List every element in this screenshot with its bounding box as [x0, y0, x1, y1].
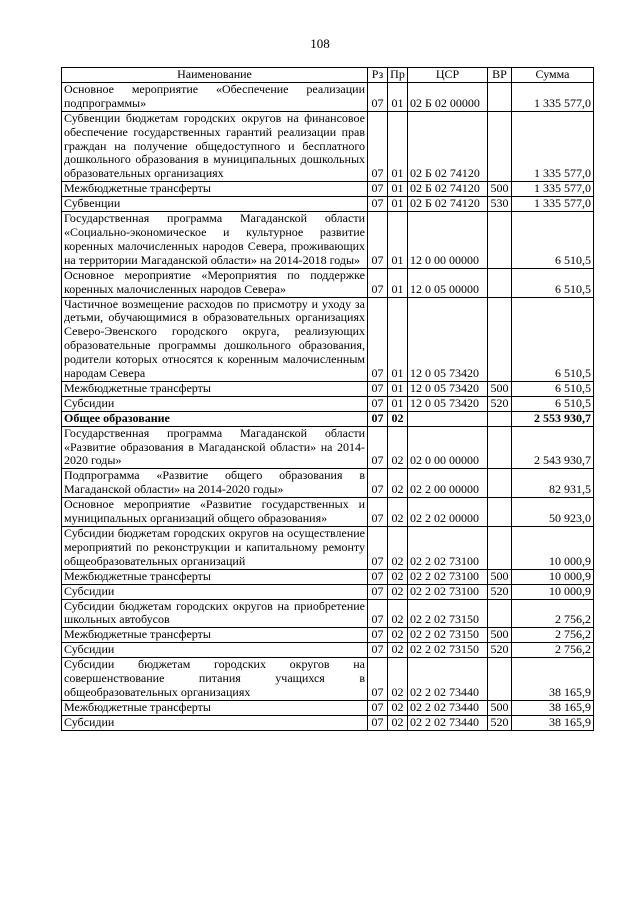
table-row	[62, 396, 594, 411]
row-csr: 02 Б 02 74120	[408, 111, 488, 182]
table-row	[62, 381, 594, 396]
row-csr: 02 Б 02 74120	[408, 182, 488, 197]
row-vr: 500	[488, 182, 512, 197]
row-rz: 07	[368, 643, 388, 658]
row-sum: 1 335 577,0	[512, 182, 594, 197]
row-vr	[488, 498, 512, 527]
row-sum: 2 756,2	[512, 643, 594, 658]
row-sum: 2 553 930,7	[512, 411, 594, 426]
row-name: Межбюджетные трансферты	[62, 182, 368, 197]
row-sum: 38 165,9	[512, 715, 594, 730]
row-csr: 02 2 02 73100	[408, 527, 488, 570]
row-csr: 12 0 05 73420	[408, 297, 488, 381]
row-sum: 6 510,5	[512, 396, 594, 411]
row-rz: 07	[368, 82, 388, 111]
row-csr: 02 Б 02 74120	[408, 197, 488, 212]
row-name: Субсидии бюджетам городских округов на совершенствование питания учащихся в общеобразовательных организациях	[62, 658, 368, 701]
row-rz: 07	[368, 212, 388, 269]
table-row	[62, 469, 594, 498]
table-row	[62, 411, 594, 426]
table-row	[62, 182, 594, 197]
row-vr	[488, 411, 512, 426]
row-vr: 500	[488, 628, 512, 643]
row-rz: 07	[368, 411, 388, 426]
row-sum: 38 165,9	[512, 658, 594, 701]
row-sum: 10 000,9	[512, 584, 594, 599]
row-vr	[488, 527, 512, 570]
row-pr: 02	[388, 643, 408, 658]
row-name: Субсидии	[62, 715, 368, 730]
row-sum: 1 335 577,0	[512, 197, 594, 212]
table-row	[62, 628, 594, 643]
table-row	[62, 297, 594, 381]
row-rz: 07	[368, 498, 388, 527]
row-name: Субвенции	[62, 197, 368, 212]
row-name: Основное мероприятие «Мероприятия по поддержке коренных малочисленных народов Севера»	[62, 268, 368, 297]
row-name: Государственная программа Магаданской области «Развитие образования в Магаданской области» на 2014-2020 годы»	[62, 426, 368, 469]
row-name: Основное мероприятие «Обеспечение реализации подпрограммы»	[62, 82, 368, 111]
row-sum: 10 000,9	[512, 569, 594, 584]
row-vr: 500	[488, 381, 512, 396]
row-vr	[488, 111, 512, 182]
row-vr	[488, 469, 512, 498]
row-sum: 82 931,5	[512, 469, 594, 498]
table-row	[62, 643, 594, 658]
row-vr: 500	[488, 700, 512, 715]
row-csr: 02 2 00 00000	[408, 469, 488, 498]
row-rz: 07	[368, 469, 388, 498]
row-name: Межбюджетные трансферты	[62, 628, 368, 643]
row-vr	[488, 297, 512, 381]
row-csr: 02 Б 02 00000	[408, 82, 488, 111]
row-pr: 02	[388, 569, 408, 584]
table-row	[62, 715, 594, 730]
row-rz: 07	[368, 297, 388, 381]
row-vr	[488, 82, 512, 111]
table-row	[62, 426, 594, 469]
header-name: Наименование	[62, 68, 368, 83]
row-rz: 07	[368, 182, 388, 197]
row-pr: 01	[388, 297, 408, 381]
row-csr	[408, 411, 488, 426]
row-sum: 2 543 930,7	[512, 426, 594, 469]
table-header-row	[62, 68, 594, 83]
header-pr: Пр	[388, 68, 408, 83]
row-rz: 07	[368, 268, 388, 297]
row-vr	[488, 212, 512, 269]
row-csr: 02 2 02 73150	[408, 628, 488, 643]
row-sum: 1 335 577,0	[512, 111, 594, 182]
row-pr: 01	[388, 111, 408, 182]
row-csr: 12 0 05 73420	[408, 381, 488, 396]
row-pr: 02	[388, 411, 408, 426]
row-vr	[488, 426, 512, 469]
table-row	[62, 700, 594, 715]
row-sum: 2 756,2	[512, 599, 594, 628]
header-csr: ЦСР	[408, 68, 488, 83]
row-pr: 02	[388, 469, 408, 498]
row-name: Субсидии	[62, 396, 368, 411]
row-csr: 02 2 02 73440	[408, 700, 488, 715]
row-name: Межбюджетные трансферты	[62, 569, 368, 584]
row-pr: 01	[388, 212, 408, 269]
row-sum: 6 510,5	[512, 297, 594, 381]
table-row	[62, 569, 594, 584]
row-name: Субвенции бюджетам городских округов на финансовое обеспечение государственных гарантий реализации прав граждан на получение общедоступного и бесплатного дошкольного образования в муниципальных дошкольных образовательных организациях	[62, 111, 368, 182]
row-vr: 500	[488, 569, 512, 584]
row-name: Субсидии бюджетам городских округов на приобретение школьных автобусов	[62, 599, 368, 628]
row-name: Субсидии	[62, 643, 368, 658]
row-vr: 520	[488, 643, 512, 658]
row-name: Субсидии	[62, 584, 368, 599]
row-rz: 07	[368, 584, 388, 599]
table-row	[62, 268, 594, 297]
table-row	[62, 111, 594, 182]
row-vr	[488, 658, 512, 701]
row-rz: 07	[368, 381, 388, 396]
row-pr: 01	[388, 268, 408, 297]
header-sum: Сумма	[512, 68, 594, 83]
row-rz: 07	[368, 569, 388, 584]
row-rz: 07	[368, 628, 388, 643]
header-vr: ВР	[488, 68, 512, 83]
row-csr: 02 2 02 73440	[408, 658, 488, 701]
page-number: 108	[310, 36, 330, 51]
row-rz: 07	[368, 426, 388, 469]
row-name: Основное мероприятие «Развитие государственных и муниципальных организаций общего образования»	[62, 498, 368, 527]
row-pr: 02	[388, 584, 408, 599]
row-csr: 02 2 02 73150	[408, 643, 488, 658]
row-rz: 07	[368, 700, 388, 715]
row-vr	[488, 599, 512, 628]
row-sum: 6 510,5	[512, 268, 594, 297]
row-sum: 2 756,2	[512, 628, 594, 643]
row-name: Межбюджетные трансферты	[62, 381, 368, 396]
row-rz: 07	[368, 527, 388, 570]
row-name: Подпрограмма «Развитие общего образования в Магаданской области» на 2014-2020 годы»	[62, 469, 368, 498]
row-vr: 520	[488, 584, 512, 599]
row-rz: 07	[368, 111, 388, 182]
row-sum: 6 510,5	[512, 212, 594, 269]
row-name: Частичное возмещение расходов по присмотру и уходу за детьми, обучающимися в образовательных организациях Северо-Эвенского городского округа, реализующих образовательные программы дошкольного образования, родители которых относятся к коренным малочисленным народам Севера	[62, 297, 368, 381]
header-rz: Рз	[368, 68, 388, 83]
row-csr: 02 2 02 00000	[408, 498, 488, 527]
row-name: Субсидии бюджетам городских округов на осуществление мероприятий по реконструкции и капитальному ремонту общеобразовательных организаций	[62, 527, 368, 570]
row-pr: 02	[388, 498, 408, 527]
row-rz: 07	[368, 197, 388, 212]
row-pr: 02	[388, 527, 408, 570]
row-pr: 02	[388, 628, 408, 643]
table-row	[62, 527, 594, 570]
row-sum: 50 923,0	[512, 498, 594, 527]
table-row	[62, 212, 594, 269]
table-row	[62, 82, 594, 111]
row-name: Общее образование	[62, 411, 368, 426]
row-rz: 07	[368, 715, 388, 730]
row-name: Межбюджетные трансферты	[62, 700, 368, 715]
row-pr: 01	[388, 197, 408, 212]
row-vr: 520	[488, 396, 512, 411]
row-pr: 01	[388, 396, 408, 411]
row-csr: 02 2 02 73100	[408, 584, 488, 599]
row-sum: 6 510,5	[512, 381, 594, 396]
row-csr: 12 0 05 73420	[408, 396, 488, 411]
row-vr	[488, 268, 512, 297]
table-row	[62, 498, 594, 527]
row-pr: 02	[388, 715, 408, 730]
row-csr: 12 0 00 00000	[408, 212, 488, 269]
row-vr: 530	[488, 197, 512, 212]
row-pr: 01	[388, 182, 408, 197]
row-rz: 07	[368, 658, 388, 701]
row-pr: 01	[388, 82, 408, 111]
row-rz: 07	[368, 599, 388, 628]
row-csr: 02 0 00 00000	[408, 426, 488, 469]
row-rz: 07	[368, 396, 388, 411]
table-row	[62, 658, 594, 701]
table-row	[62, 584, 594, 599]
row-csr: 02 2 02 73100	[408, 569, 488, 584]
row-name: Государственная программа Магаданской области «Социально-экономическое и культурное развитие коренных малочисленных народов Севера, проживающих на территории Магаданской области» на 2014-2018 годы»	[62, 212, 368, 269]
row-pr: 02	[388, 426, 408, 469]
row-pr: 02	[388, 599, 408, 628]
row-csr: 02 2 02 73440	[408, 715, 488, 730]
row-csr: 12 0 05 00000	[408, 268, 488, 297]
table-row	[62, 599, 594, 628]
row-vr: 520	[488, 715, 512, 730]
row-sum: 10 000,9	[512, 527, 594, 570]
budget-table	[61, 67, 594, 731]
row-sum: 38 165,9	[512, 700, 594, 715]
row-csr: 02 2 02 73150	[408, 599, 488, 628]
row-sum: 1 335 577,0	[512, 82, 594, 111]
table-row	[62, 197, 594, 212]
row-pr: 02	[388, 700, 408, 715]
row-pr: 02	[388, 658, 408, 701]
row-pr: 01	[388, 381, 408, 396]
